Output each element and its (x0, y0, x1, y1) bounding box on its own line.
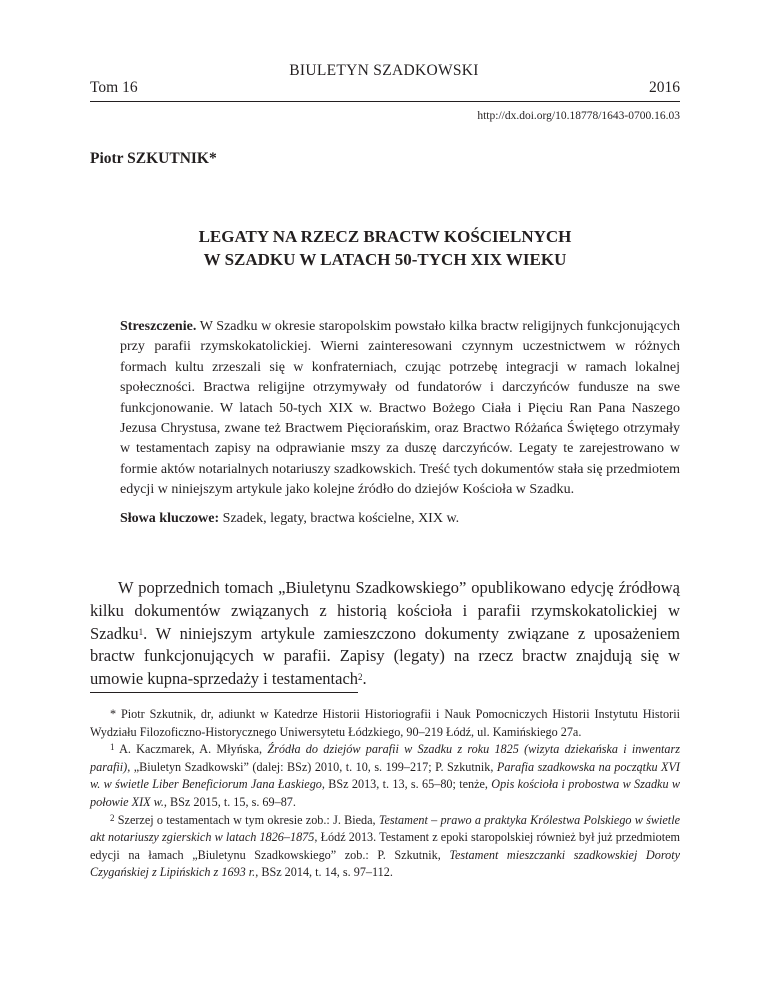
footnote-rule (90, 692, 358, 693)
header-rule (90, 101, 680, 102)
footnote-text: , BSz 2013, t. 13, s. 65–80; tenże, (321, 777, 492, 792)
title-line-1: LEGATY NA RZECZ BRACTW KOŚCIELNYCH (198, 227, 572, 246)
abstract-text: W Szadku w okresie staropolskim powstało kilka bractw religijnych funkcjonujących przy parafii rzymskokatolickiej. Wierni zainteresowani czynnym uczestnictwem w różnych formach kultu zrzeszali się w konfraterniach, czując potrzebę integracji w ramach lokalnej społeczności. Bractwa religijne otrzymywały od fundatorów i darczyńców fundusze na swe funkcjonowanie. W latach 50-tych XIX w. Bractwo Bożego Ciała i Pięciu Ran Pana Naszego Jezusa Chrystusa, zwane też Bractwem Pięciorańskim, oraz Bractwo Różańca Świętego otrzymały w testamentach zapisy na odprawianie mszy za duszę darczyńców. Legaty te zarejestrowano w formie aktów notarialnych notariuszy szadkowskich. Treść tych dokumentów stała się przedmiotem edycji w niniejszym artykule jako kolejne źródło do dziejów Kościoła w Szadku. (120, 319, 681, 498)
body-text-segment: . W niniejszym artykule zamieszczono dokumenty związane z uposażeniem bractw funkcjonujących w parafii. Zapisy (legaty) na rzecz bractw znajdują się w umowie kupna-sprzedaży i testamentach (90, 623, 680, 689)
footnote-text: , BSz 2014, t. 14, s. 97–112. (255, 865, 393, 880)
footnote-author: * Piotr Szkutnik, dr, adiunkt w Katedrze Historii Historiografii i Nauk Pomocniczych Historii Instytutu Historii Wydziału Filozoficzno-Historycznego Uniwersytetu Łódzkiego, 90–219 Łódź, ul. Kamińskiego 27a. (90, 707, 680, 739)
keywords-text: Szadek, legaty, bractwa kościelne, XIX w. (222, 511, 460, 526)
footnote-ref-1[interactable]: 1 (138, 626, 144, 637)
journal-name: BIULETYN SZADKOWSKI (289, 62, 479, 79)
citation-title: Parafia szadkowska na początku XVI w. w świetle Liber Beneficiorum Jana Łaskiego (90, 759, 680, 792)
footnotes (90, 706, 680, 882)
abstract (120, 317, 680, 501)
title-line-2: W SZADKU W LATACH 50-TYCH XIX WIEKU (203, 250, 567, 269)
body-paragraph (90, 577, 680, 691)
body-text-segment: . (362, 669, 367, 689)
volume-number: Tom 16 (90, 79, 138, 96)
citation-title: Testament mieszczanki szadkowskiej Doroty Czygańskiej z Lipińskich z 1693 r. (90, 847, 680, 880)
article-title (90, 225, 680, 271)
citation-title: Testament – prawo a praktyka Królestwa Polskiego w świetle akt notariuszy zgierskich w latach 1826–1875 (90, 812, 680, 845)
citation-title: Źródła do dziejów parafii w Szadku z roku 1825 (wizyta dziekańska i inwentarz parafii) (90, 742, 680, 774)
keywords-label: Słowa kluczowe: (120, 511, 220, 526)
publication-year: 2016 (649, 79, 680, 96)
body-text-segment: W poprzednich tomach „Biuletynu Szadkowskiego” opublikowano edycję źródłową kilku dokumentów związanych z historią kościoła i parafii rzymskokatolickiej w Szadku (90, 578, 680, 643)
footnote-text: , BSz 2015, t. 15, s. 69–87. (163, 794, 296, 809)
footnote-number: 1 (110, 742, 115, 753)
footnote-text: , „Biuletyn Szadkowski” (dalej: BSz) 2010, t. 10, s. 199–217; P. Szkutnik, (127, 759, 497, 774)
footnote-1 (90, 741, 680, 811)
footnote-text: Szerzej o testamentach w tym okresie zob.: J. Bieda, (114, 812, 379, 827)
footnote-ref-2[interactable]: 2 (358, 672, 363, 683)
citation-title: Opis kościoła i probostwa w Szadku w połowie XIX w. (90, 777, 680, 809)
footnote-2 (90, 812, 680, 882)
footnote-text: , Łódź 2013. Testament z epoki staropolskiej również był już przedmiotem edycji na łamach „Biuletynu Szadkowskiego” zob.: P. Szkutnik, (90, 830, 680, 862)
doi-link[interactable]: http://dx.doi.org/10.18778/1643-0700.16.03 (477, 110, 680, 122)
abstract-label: Streszczenie. (120, 319, 197, 334)
footnote-text: A. Kaczmarek, A. Młyńska, (114, 742, 268, 757)
footnote-number: 2 (110, 812, 115, 823)
keywords (120, 509, 680, 529)
author-name: Piotr SZKUTNIK* (90, 150, 217, 167)
